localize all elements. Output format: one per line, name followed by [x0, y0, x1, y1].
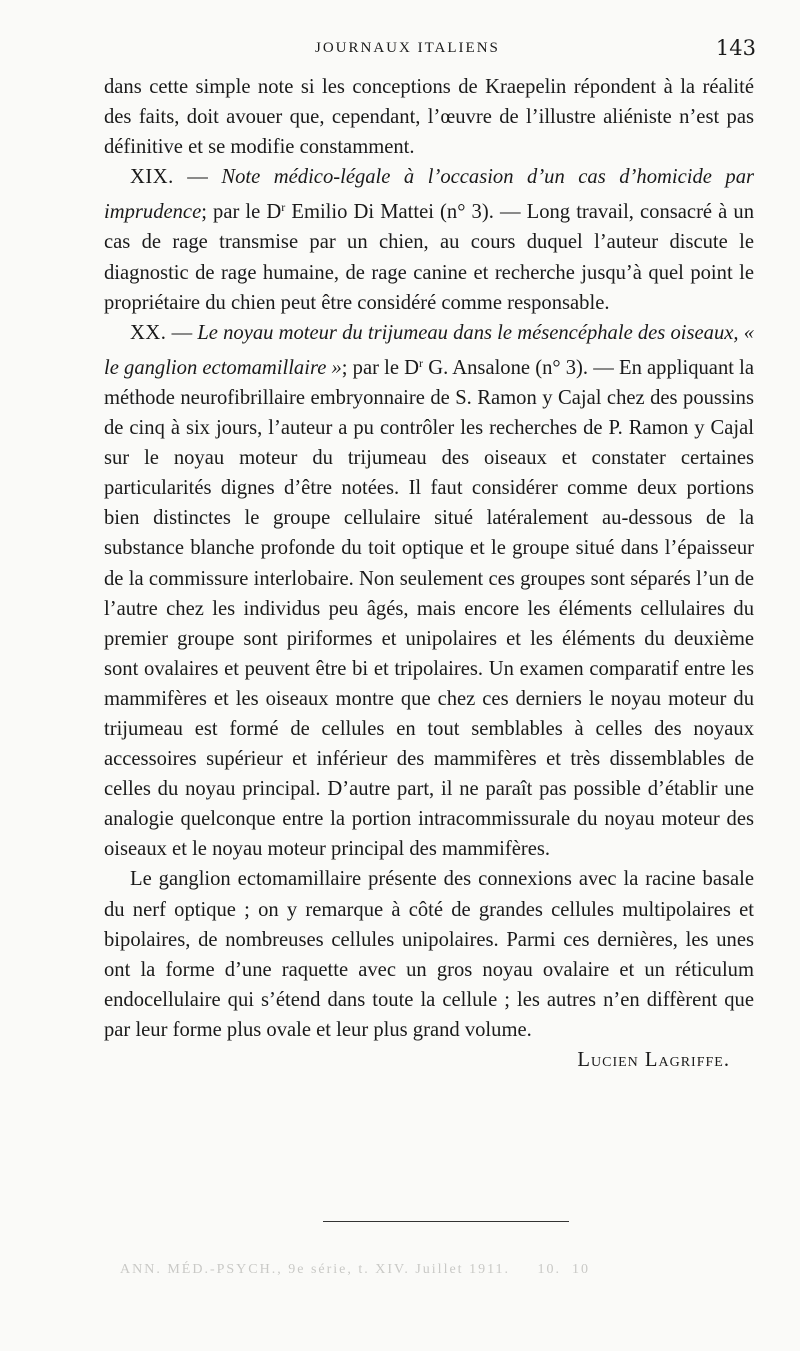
section-dash: —	[166, 321, 198, 344]
section-byline: ; par le D	[341, 356, 420, 379]
paragraph-ganglion: Le ganglion ectomamillaire présente des connexions avec la racine basale du nerf optique ; on y remarque à côté de grandes cellules multipolaires et bipolaires, de nombreuses cellules unipolaires. Parmi ces dernières, les unes ont la forme d’une raquette avec un gros noyau ovalaire et un réticulum endocellulaire qui s’étend dans toute la cellule ; les autres n’en diffèrent que par leur forme plus ovale et leur plus grand volume.	[104, 868, 754, 1041]
section-number: XIX.	[130, 166, 174, 189]
section-title: Note médico-légale à l’occasion d’un cas d’homicide par imprudence	[104, 166, 754, 224]
section-title: Le noyau moteur du trijumeau dans le mésencéphale des oiseaux, « le ganglion ectomamillaire »	[104, 321, 755, 379]
superscript: r	[281, 200, 286, 215]
footnote-rule	[323, 1221, 569, 1222]
section-byline: ; par le D	[201, 201, 282, 224]
body-text	[104, 72, 754, 1075]
section-text: Emilio Di Mattei (n° 3). — Long travail, consacré à un cas de rage transmise par un chien, au cours duquel l’auteur discute le diagnostic de rage humaine, de rage canine et recherche jusqu’à quel point le propriétaire du chien peut être considéré comme responsable.	[104, 201, 755, 314]
superscript: r	[419, 355, 424, 370]
running-title: JOURNAUX ITALIENS	[315, 40, 500, 56]
paragraph-section-xx	[104, 318, 754, 865]
paragraph-continuation: dans cette simple note si les conceptions de Kraepelin répondent à la réalité des faits, doit avouer que, cependant, l’œuvre de l’illustre aliéniste n’est pas définitive et se modifie constamment.	[104, 76, 754, 159]
section-text: G. Ansalone (n° 3). — En appliquant la méthode neurofibrillaire embryonnaire de S. Ramon y Cajal chez des poussins de cinq à six jours, l’auteur a pu contrôler les recherches de P. Ramon y Cajal sur le noyau moteur du trijumeau des oiseaux et constater certaines particularités dignes d’être notées. Il faut considérer comme deux portions bien distinctes le groupe cellulaire situé latéralement au-dessous de la substance blanche profonde du toit optique et le groupe situé dans l’épaisseur de la commissure interlobaire. Non seulement ces groupes sont séparés l’un de l’autre chez les individus peu âgés, mais encore les éléments cellulaires du premier groupe sont piriformes et unipolaires et les éléments du deuxième sont ovalaires et peuvent être bi et tripolaires. Un examen comparatif entre les mammifères et les oiseaux montre que chez ces derniers le noyau moteur du trijumeau est formé de cellules en tout semblables à celles des noyaux accessoires supérieur et inférieur des mammifères et très dissemblables de celles du noyau principal. D’autre part, il ne paraît pas possible d’établir une analogie quelconque entre la portion intracommissurale du noyau moteur des oiseaux et le noyau moteur principal des mammifères.	[104, 356, 754, 861]
paragraph-section-xix	[104, 162, 754, 317]
section-number: XX.	[130, 321, 167, 344]
section-dash: —	[173, 166, 222, 189]
page-header	[100, 36, 756, 66]
page-footer: ANN. MÉD.-PSYCH., 9e série, t. XIV. Juillet 1911. 10. 10	[120, 1262, 591, 1277]
page-number: 143	[715, 36, 756, 60]
author-signature: Lucien Lagriffe.	[577, 1049, 730, 1071]
